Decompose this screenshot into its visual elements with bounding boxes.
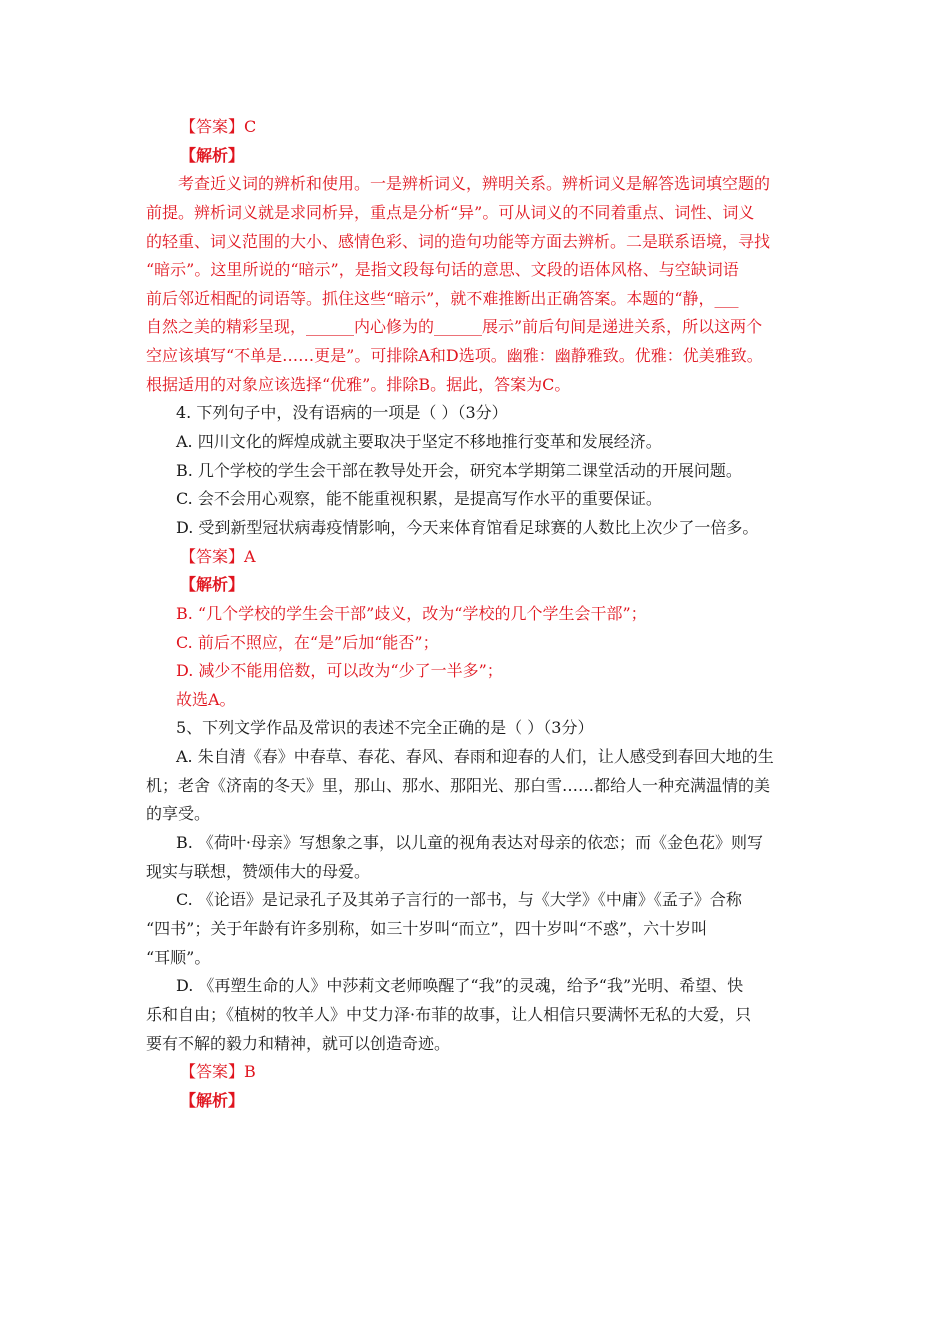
q5-option-line: 机；老舍《济南的冬天》里，那山、那水、那阳光、那白雪……都给人一种充满温情的美 [146,776,771,795]
q4-option-c: C. 会不会用心观察，能不能重视积累，是提高写作水平的重要保证。 [176,489,662,508]
q4-analysis-line: D. 减少不能用倍数，可以改为“少了一半多”； [176,661,503,680]
q3-analysis-line: 前后邻近相配的词语等。抓住这些“暗示”，就不难推断出正确答案。本题的“静，___ [146,289,739,308]
q4-analysis-line: 故选A。 [176,690,236,709]
q3-analysis-line: 的轻重、词义范围的大小、感情色彩、词的造句功能等方面去辨析。二是联系语境，寻找 [146,232,771,251]
q3-analysis-line: 自然之美的精彩呈现，______内心修为的______展示”前后句间是递进关系，所以这两个 [146,317,763,336]
q3-analysis-line: 考查近义词的辨析和使用。一是辨析词义，辨明关系。辨析词义是解答选词填空题的 [178,174,771,193]
q4-answer: 【答案】A [180,547,256,566]
q4-option-a: A. 四川文化的辉煌成就主要取决于坚定不移地推行变革和发展经济。 [176,432,662,451]
q5-analysis-heading: 【解析】 [180,1091,245,1110]
q5-option-line: 的享受。 [146,804,211,823]
q5-option-line: 乐和自由；《植树的牧羊人》中艾力泽·布菲的故事，让人相信只要满怀无私的大爱，只 [146,1005,752,1024]
q3-analysis-line: “暗示”。这里所说的“暗示”，是指文段每句话的意思、文段的语体风格、与空缺词语 [146,260,739,279]
q5-option-line: 要有不解的毅力和精神，就可以创造奇迹。 [146,1034,451,1053]
q3-analysis-line: 空应该填写“不单是……更是”。可排除A和D选项。幽雅：幽静雅致。优雅：优美雅致。 [146,346,763,365]
q4-analysis-heading: 【解析】 [180,575,245,594]
q4-question: 4. 下列句子中，没有语病的一项是（ ）（3分） [176,403,508,422]
q4-analysis-line: C. 前后不照应，在“是”后加“能否”； [176,633,439,652]
q5-option-line: C. 《论语》是记录孔子及其弟子言行的一部书，与《大学》《中庸》《孟子》合称 [176,890,742,909]
q5-question: 5、下列文学作品及常识的表述不完全正确的是（ ）（3分） [176,718,594,737]
q5-option-line: B. 《荷叶·母亲》写想象之事，以儿童的视角表达对母亲的依恋；而《金色花》则写 [176,833,764,852]
q3-analysis-heading: 【解析】 [180,146,245,165]
q4-option-b: B. 几个学校的学生会干部在教导处开会，研究本学期第二课堂活动的开展问题。 [176,461,742,480]
q5-option-line: “耳顺”。 [146,948,211,967]
q5-option-line: 现实与联想，赞颂伟大的母爱。 [146,862,371,881]
q4-analysis-line: B. “几个学校的学生会干部”歧义，改为“学校的几个学生会干部”； [176,604,647,623]
q3-analysis-line: 前提。辨析词义就是求同析异，重点是分析“异”。可从词义的不同着重点、词性、词义 [146,203,755,222]
q4-option-d: D. 受到新型冠状病毒疫情影响，今天来体育馆看足球赛的人数比上次少了一倍多。 [176,518,759,537]
q5-option-line: D. 《再塑生命的人》中莎莉文老师唤醒了“我”的灵魂，给予“我”光明、希望、快 [176,976,744,995]
q5-answer: 【答案】B [180,1062,256,1081]
q5-option-line: “四书”；关于年龄有许多别称，如三十岁叫“而立”，四十岁叫“不惑”，六十岁叫 [146,919,708,938]
q5-option-line: A. 朱自清《春》中春草、春花、春风、春雨和迎春的人们，让人感受到春回大地的生 [176,747,774,766]
q3-analysis-line: 根据适用的对象应该选择“优雅”。排除B。据此，答案为C。 [146,375,571,394]
q3-answer: 【答案】C [180,117,257,136]
